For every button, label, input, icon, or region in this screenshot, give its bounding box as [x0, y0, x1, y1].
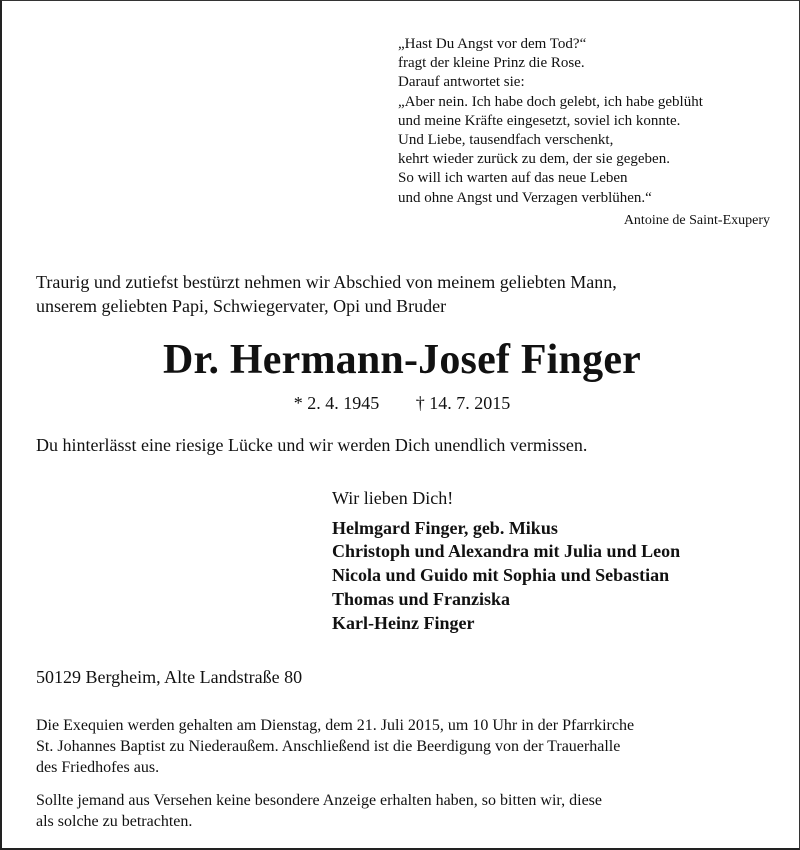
farewell-sentence: Du hinterlässt eine riesige Lücke und wir werden Dich unendlich vermissen. [36, 435, 588, 455]
notice-disclaimer [36, 790, 776, 832]
mourner-name: Karl-Heinz Finger [332, 612, 475, 633]
love-line: Wir lieben Dich! [332, 488, 454, 508]
quote-line: So will ich warten auf das neue Leben [398, 170, 628, 187]
quote-line: „Hast Du Angst vor dem Tod?“ [398, 36, 587, 52]
service-line: Die Exequien werden gehalten am Dienstag, dem 21. Juli 2015, um 10 Uhr in der Pfarrkirche [36, 717, 635, 734]
birth-date: * 2. 4. 1945 [293, 393, 380, 413]
service-line: St. Johannes Baptist zu Niederaußem. Anschließend ist die Beerdigung von der Trauerhalle [36, 738, 621, 755]
poem-quote [398, 35, 770, 230]
death-date: † 14. 7. 2015 [415, 393, 511, 413]
mourner-name: Thomas und Franziska [332, 588, 511, 609]
mourner-name: Helmgard Finger, geb. Mikus [332, 517, 558, 538]
family-address: 50129 Bergheim, Alte Landstraße 80 [36, 667, 303, 687]
mourners-block [332, 487, 772, 635]
mourner-name: Nicola und Guido mit Sophia und Sebastian [332, 565, 670, 586]
quote-line: und ohne Angst und Verzagen verblühen.“ [398, 189, 652, 206]
quote-line: kehrt wieder zurück zu dem, der sie gegeben. [398, 151, 670, 168]
mourner-name: Christoph und Alexandra mit Julia und Leon [332, 541, 681, 562]
funeral-service-info [36, 715, 776, 778]
life-dates [2, 391, 800, 415]
quote-line: Und Liebe, tausendfach verschenkt, [398, 132, 614, 149]
note-line: als solche zu betrachten. [36, 813, 193, 830]
note-line: Sollte jemand aus Versehen keine besondere Anzeige erhalten haben, so bitten wir, diese [36, 792, 602, 809]
quote-line: und meine Kräfte eingesetzt, soviel ich konnte. [398, 112, 681, 129]
quote-line: „Aber nein. Ich habe doch gelebt, ich habe geblüht [398, 93, 703, 110]
intro-text [36, 270, 776, 318]
intro-line: Traurig und zutiefst bestürzt nehmen wir Abschied von meinem geliebten Mann, [36, 272, 617, 292]
quote-line: fragt der kleine Prinz die Rose. [398, 55, 585, 72]
deceased-name: Dr. Hermann-Josef Finger [163, 337, 641, 383]
quote-author: Antoine de Saint-Exupery [623, 212, 770, 228]
quote-line: Darauf antwortet sie: [398, 74, 525, 91]
intro-line: unserem geliebten Papi, Schwiegervater, Opi und Bruder [36, 296, 447, 316]
service-line: des Friedhofes aus. [36, 759, 160, 776]
